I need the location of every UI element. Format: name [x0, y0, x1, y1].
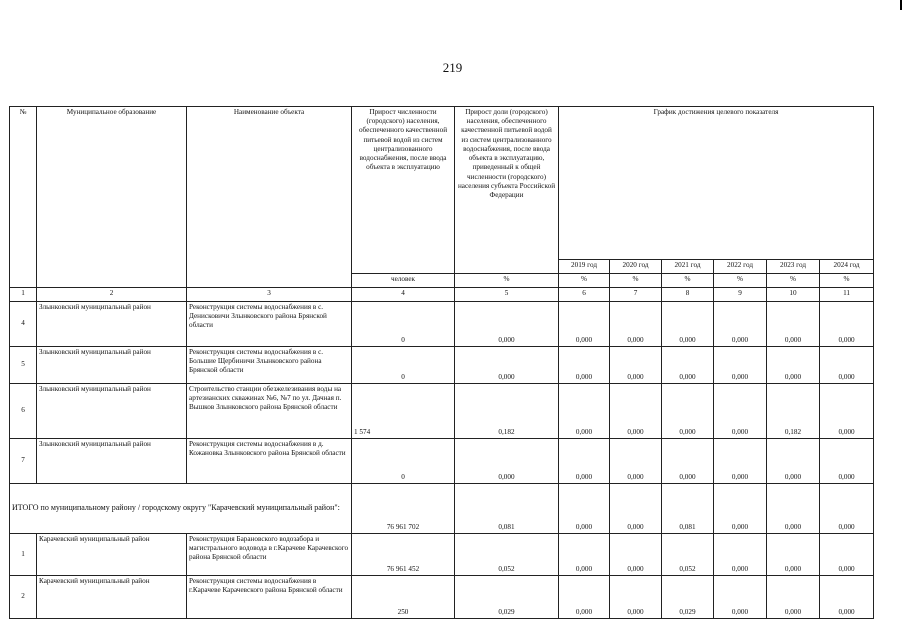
row-no: 6	[10, 384, 37, 439]
row-year-value: 0,000	[559, 534, 610, 576]
row-year-value: 0,000	[714, 302, 767, 347]
row-year-value: 0,000	[820, 384, 874, 439]
row-no: 4	[10, 302, 37, 347]
total-share: 0,081	[455, 484, 559, 534]
year-2021: 2021 год	[662, 260, 714, 274]
row-year-value: 0,000	[559, 439, 610, 484]
table-row	[10, 384, 874, 439]
row-object: Строительство станции обезжелезивания воды на артезианских скважинах №6, №7 по ул. Дачная п. Вышков Злынковского района Брянской области	[187, 384, 352, 439]
row-year-value: 0,000	[820, 576, 874, 619]
row-object: Реконструкция системы водоснабжения в с. Денисковичи Злынковского района Брянской области	[187, 302, 352, 347]
row-year-value: 0,000	[820, 439, 874, 484]
row-people: 0	[352, 439, 455, 484]
unit-people: человек	[352, 274, 455, 288]
row-year-value: 0,182	[767, 384, 820, 439]
total-label: ИТОГО по муниципальному району / городскому округу "Карачевский муниципальный район":	[10, 484, 352, 534]
total-year-value: 0,000	[610, 484, 662, 534]
row-share: 0,052	[455, 534, 559, 576]
total-year-value: 0,000	[559, 484, 610, 534]
table-row	[10, 576, 874, 619]
row-year-value: 0,000	[820, 347, 874, 384]
row-year-value: 0,000	[559, 576, 610, 619]
total-people: 76 961 702	[352, 484, 455, 534]
unit-percent: %	[559, 274, 610, 288]
header-share-growth: Прирост доли (городского) населения, обеспеченного качественной питьевой водой из систем централизованного водоснабжения, после ввода объекта в эксплуатацию, приведенный к общей численности (городского) населения субъекта Российской Федерации	[455, 107, 559, 274]
year-2024: 2024 год	[820, 260, 874, 274]
row-no: 5	[10, 347, 37, 384]
row-year-value: 0,000	[559, 302, 610, 347]
row-year-value: 0,000	[714, 439, 767, 484]
row-object: Реконструкция системы водоснабжения в с. Большие Щербиничи Злынковского района Брянской области	[187, 347, 352, 384]
row-municipality: Злынковский муниципальный район	[37, 302, 187, 347]
row-municipality: Злынковский муниципальный район	[37, 384, 187, 439]
row-share: 0,000	[455, 439, 559, 484]
row-year-value: 0,000	[714, 534, 767, 576]
year-2019: 2019 год	[559, 260, 610, 274]
unit-percent: %	[610, 274, 662, 288]
header-pop-growth: Прирост численности (городского) населения, обеспеченного качественной питьевой водой из систем централизованного водоснабжения, после ввода объекта в эксплуатацию	[352, 107, 455, 274]
row-year-value: 0,029	[662, 576, 714, 619]
table-row	[10, 534, 874, 576]
row-year-value: 0,000	[610, 347, 662, 384]
unit-percent: %	[820, 274, 874, 288]
col-number: 10	[767, 288, 820, 302]
total-year-value: 0,000	[767, 484, 820, 534]
row-year-value: 0,000	[662, 302, 714, 347]
target-indicator-table	[9, 106, 874, 619]
col-number: 1	[10, 288, 37, 302]
column-numbers-row	[10, 288, 874, 302]
year-2023: 2023 год	[767, 260, 820, 274]
table-row	[10, 302, 874, 347]
row-year-value: 0,052	[662, 534, 714, 576]
row-no: 2	[10, 576, 37, 619]
row-people: 0	[352, 302, 455, 347]
row-object: Реконструкция системы водоснабжения в г.Карачеве Карачевского района Брянской области	[187, 576, 352, 619]
col-number: 9	[714, 288, 767, 302]
row-year-value: 0,000	[610, 576, 662, 619]
col-number: 11	[820, 288, 874, 302]
col-number: 5	[455, 288, 559, 302]
row-year-value: 0,000	[767, 534, 820, 576]
total-year-value: 0,000	[714, 484, 767, 534]
row-year-value: 0,000	[662, 384, 714, 439]
row-people: 76 961 452	[352, 534, 455, 576]
row-year-value: 0,000	[559, 347, 610, 384]
total-year-value: 0,000	[820, 484, 874, 534]
row-people: 1 574	[352, 384, 455, 439]
row-municipality: Карачевский муниципальный район	[37, 576, 187, 619]
page-number: 219	[442, 60, 463, 75]
header-row	[10, 107, 874, 260]
unit-percent: %	[455, 274, 559, 288]
row-share: 0,000	[455, 347, 559, 384]
unit-percent: %	[714, 274, 767, 288]
row-municipality: Злынковский муниципальный район	[37, 347, 187, 384]
row-people: 0	[352, 347, 455, 384]
row-share: 0,000	[455, 302, 559, 347]
row-no: 7	[10, 439, 37, 484]
col-number: 8	[662, 288, 714, 302]
row-object: Реконструкция Барановского водозабора и магистрального водовода в г.Карачеве Карачевского района Брянской области	[187, 534, 352, 576]
row-people: 250	[352, 576, 455, 619]
header-municipality: Муниципальное образование	[37, 107, 187, 288]
row-year-value: 0,000	[714, 384, 767, 439]
row-year-value: 0,000	[820, 302, 874, 347]
unit-percent: %	[662, 274, 714, 288]
corner-mark	[900, 0, 902, 10]
col-number: 3	[187, 288, 352, 302]
row-year-value: 0,000	[559, 384, 610, 439]
row-year-value: 0,000	[767, 439, 820, 484]
total-row	[10, 484, 874, 534]
row-year-value: 0,000	[714, 347, 767, 384]
row-no: 1	[10, 534, 37, 576]
row-year-value: 0,000	[610, 302, 662, 347]
col-number: 2	[37, 288, 187, 302]
row-municipality: Злынковский муниципальный район	[37, 439, 187, 484]
header-object-name: Наименование объекта	[187, 107, 352, 288]
col-number: 6	[559, 288, 610, 302]
row-municipality: Карачевский муниципальный район	[37, 534, 187, 576]
total-year-value: 0,081	[662, 484, 714, 534]
row-year-value: 0,000	[714, 576, 767, 619]
table-row	[10, 347, 874, 384]
row-share: 0,182	[455, 384, 559, 439]
row-year-value: 0,000	[610, 384, 662, 439]
row-year-value: 0,000	[767, 576, 820, 619]
row-year-value: 0,000	[610, 534, 662, 576]
row-year-value: 0,000	[662, 347, 714, 384]
row-year-value: 0,000	[610, 439, 662, 484]
row-share: 0,029	[455, 576, 559, 619]
year-2022: 2022 год	[714, 260, 767, 274]
header-no: №	[10, 107, 37, 288]
table-row	[10, 439, 874, 484]
col-number: 7	[610, 288, 662, 302]
header-schedule: График достижения целевого показателя	[559, 107, 874, 260]
row-year-value: 0,000	[820, 534, 874, 576]
col-number: 4	[352, 288, 455, 302]
year-2020: 2020 год	[610, 260, 662, 274]
row-year-value: 0,000	[662, 439, 714, 484]
row-year-value: 0,000	[767, 347, 820, 384]
row-year-value: 0,000	[767, 302, 820, 347]
unit-percent: %	[767, 274, 820, 288]
row-object: Реконструкция системы водоснабжения в д. Кожановка Злынковского района Брянской области	[187, 439, 352, 484]
